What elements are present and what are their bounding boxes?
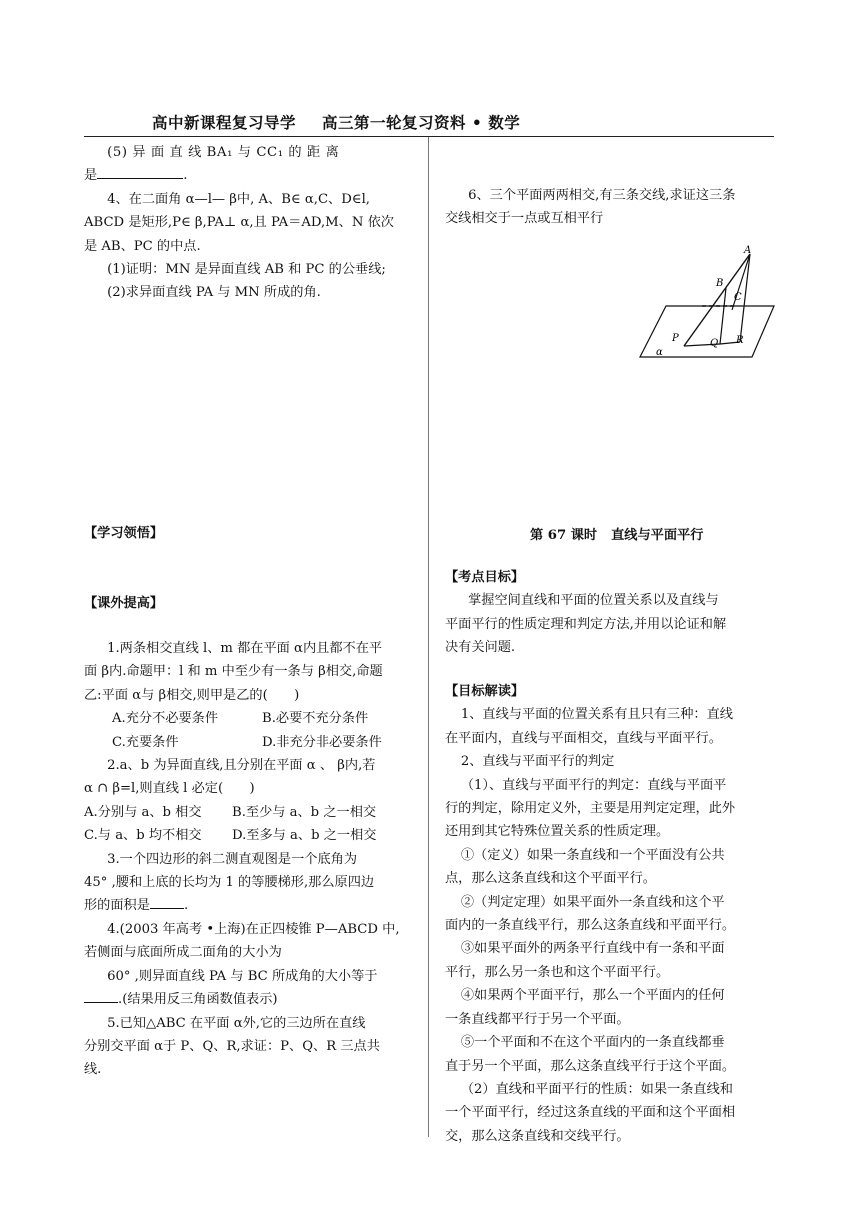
label-Q: Q bbox=[710, 338, 719, 349]
q4-line: ABCD 是矩形,P∈ β,PA⊥ α,且 PA＝AD,M、N 依次 bbox=[84, 215, 394, 231]
q4-part2: (2)求异面直线 PA 与 MN 所成的角. bbox=[107, 285, 321, 301]
e1-option-d: D.非充分非必要条件 bbox=[262, 734, 382, 750]
q4-line: 是 AB、PC 的中点. bbox=[84, 238, 201, 254]
e4-line: .(结果用反三角函数值表示) bbox=[84, 988, 416, 1011]
line-B-Q bbox=[720, 288, 726, 344]
column-divider bbox=[428, 137, 429, 1137]
e1-option-a: A.充分不必要条件 bbox=[112, 711, 219, 727]
e1-option-b: B.必要不充分条件 bbox=[262, 711, 369, 727]
e3-line: 形的面积是 . bbox=[84, 898, 189, 914]
study-title: 【学习领悟】 bbox=[84, 526, 164, 541]
read-line: ①（定义）如果一条直线和一个平面没有公共 bbox=[460, 847, 725, 863]
read-line: ④如果两个平面平行，那么一个平面内的任何 bbox=[460, 988, 725, 1004]
read-line: （2）直线和平面平行的性质：如果一条直线和 bbox=[460, 1081, 733, 1097]
read-line: 平行，那么另一条也和这个平面平行。 bbox=[445, 964, 670, 980]
target-line: 决有关问题. bbox=[445, 640, 516, 656]
header-right: 高三第一轮复习资料 • 数学 bbox=[322, 113, 521, 132]
e2-options bbox=[84, 801, 416, 824]
e3-line: 45° ,腰和上底的长均为 1 的等腰梯形,那么原四边 bbox=[84, 875, 375, 891]
lesson-number: 第 67 课时 bbox=[530, 528, 598, 543]
q5-line2: 是 . bbox=[84, 168, 188, 184]
e4-line: 60° ,则异面直线 PA 与 BC 所成角的大小等于 bbox=[107, 968, 378, 984]
read-line: 1、直线与平面的位置关系有且只有三种：直线 bbox=[460, 707, 733, 723]
read-section bbox=[445, 680, 778, 1148]
q6-line: 6、三个平面两两相交,有三条交线,求证这三条 bbox=[468, 188, 736, 203]
q4-line: 4、在二面角 α—l— β中, A、B∈ α,C、D∈l, bbox=[107, 191, 370, 207]
target-line: 掌握空间直线和平面的位置关系以及直线与 bbox=[468, 593, 719, 609]
read-line: 在平面内，直线与平面相交，直线与平面平行。 bbox=[445, 730, 722, 746]
read-line: ③如果平面外的两条平行直线中有一条和平面 bbox=[460, 941, 725, 957]
target-section bbox=[445, 566, 778, 660]
three-planes-figure bbox=[632, 242, 782, 362]
read-line: 一条直线都平行于另一个平面。 bbox=[445, 1011, 630, 1027]
label-P: P bbox=[672, 333, 679, 344]
label-B: B bbox=[716, 278, 724, 289]
e1-line: 乙:平面 α与 β相交,则甲是乙的( ) bbox=[84, 687, 300, 703]
header-left: 高中新课程复习导学 bbox=[152, 113, 297, 132]
read-line: ⑤一个平面和不在这个平面内的一条直线都垂 bbox=[460, 1035, 725, 1051]
q5-line1: (5) 异 面 直 线 BA₁ 与 CC₁ 的 距 离 bbox=[107, 145, 340, 160]
read-line: 交，那么这条直线和交线平行。 bbox=[445, 1128, 630, 1144]
e1-options bbox=[84, 731, 416, 754]
e1-options bbox=[84, 707, 416, 730]
target-line: 平面平行的性质定理和判定方法,并用以论证和解 bbox=[445, 616, 727, 632]
read-line: 2、直线与平面平行的判定 bbox=[460, 754, 615, 770]
target-title: 【考点目标】 bbox=[445, 570, 525, 585]
page-header bbox=[152, 111, 520, 133]
e2-line: 2.a、b 为异面直线,且分别在平面 α 、 β内,若 bbox=[107, 758, 376, 774]
e3-line: 3.一个四边形的斜二测直观图是一个底角为 bbox=[107, 851, 358, 867]
q4-part1: (1)证明：MN 是异面直线 AB 和 PC 的公垂线; bbox=[107, 262, 386, 278]
e2-option-b: B.至少与 a、b 之一相交 bbox=[232, 804, 377, 820]
label-A: A bbox=[744, 245, 752, 256]
q6-text bbox=[445, 184, 778, 231]
e1-line: 面 β内.命题甲：l 和 m 中至少有一条与 β相交,命题 bbox=[84, 664, 383, 680]
lesson-heading bbox=[530, 524, 703, 543]
label-alpha: α bbox=[656, 347, 663, 358]
q6-line: 交线相交于一点或互相平行 bbox=[445, 211, 604, 227]
e5-line: 线. bbox=[84, 1062, 102, 1078]
extra-title: 【课外提高】 bbox=[84, 596, 164, 611]
extra-exercises bbox=[84, 637, 416, 1082]
e2-option-a: A.分别与 a、b 相交 bbox=[84, 804, 202, 820]
read-line: 点，那么这条直线和这个平面平行。 bbox=[445, 871, 656, 887]
read-line: 面内的一条直线平行，那么这条直线和平面平行。 bbox=[445, 918, 736, 934]
read-title: 【目标解读】 bbox=[445, 684, 525, 699]
e1-line: 1.两条相交直线 l、m 都在平面 α内且都不在平 bbox=[107, 641, 383, 656]
e4-line: 若侧面与底面所成二面角的大小为 bbox=[84, 945, 282, 961]
read-line: ②（判定定理）如果平面外一条直线和这个平 bbox=[460, 894, 725, 910]
e4-line: 4.(2003 年高考 •上海)在正四棱锥 P—ABCD 中, bbox=[107, 921, 400, 937]
read-line: 一个平面平行，经过这条直线的平面和这个平面相 bbox=[445, 1105, 736, 1121]
e2-line: α ∩ β=l,则直线 l 必定( ) bbox=[84, 781, 255, 797]
read-line: （1）、直线与平面平行的判定：直线与平面平 bbox=[460, 777, 727, 793]
e2-option-c: C.与 a、b 均不相交 bbox=[84, 828, 202, 844]
label-C: C bbox=[734, 292, 742, 303]
e5-line: 5.已知△ABC 在平面 α外,它的三边所在直线 bbox=[107, 1015, 366, 1031]
left-column bbox=[84, 141, 416, 305]
read-line: 直于另一个平面，那么这条直线平行于这个平面。 bbox=[445, 1058, 736, 1074]
e5-line: 分别交平面 α于 P、Q、R,求证：P、Q、R 三点共 bbox=[84, 1038, 380, 1054]
header-rule bbox=[84, 136, 774, 137]
e2-option-d: D.至多与 a、b 之一相交 bbox=[232, 828, 377, 844]
label-R: R bbox=[736, 335, 744, 346]
e2-options bbox=[84, 824, 416, 847]
read-lines bbox=[445, 703, 778, 1148]
read-line: 行的判定，除用定义外，主要是用判定定理，此外 bbox=[445, 801, 736, 817]
read-line: 还用到其它特殊位置关系的性质定理。 bbox=[445, 824, 670, 840]
e1-option-c: C.充要条件 bbox=[112, 734, 179, 750]
lesson-title: 直线与平面平行 bbox=[611, 528, 704, 543]
